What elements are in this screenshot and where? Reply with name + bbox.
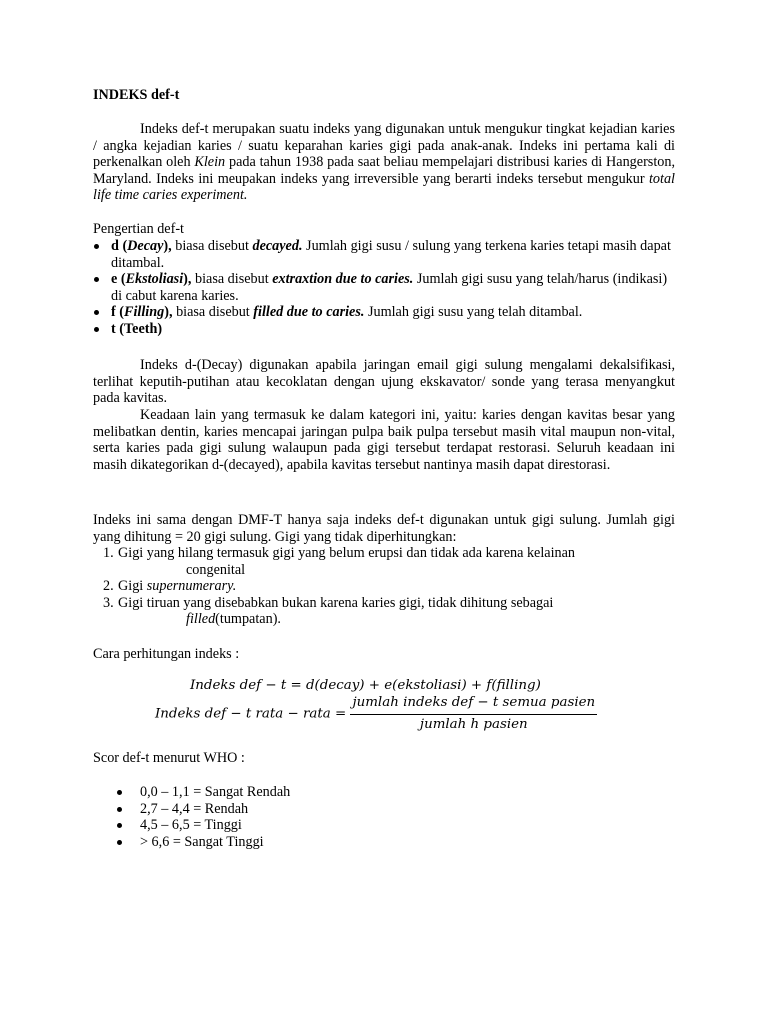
formula-average <box>155 695 597 733</box>
list-item: > 6,6 = Sangat Tinggi <box>93 834 675 851</box>
list-item: 2,7 – 4,4 = Rendah <box>93 801 675 818</box>
list-item: e (Ekstoliasi), biasa disebut extraxtion due to caries. Jumlah gigi susu yang telah/harus (indikasi) di cabut karena karies. <box>93 271 675 304</box>
bullet-icon <box>117 807 122 812</box>
calculation-heading: Cara perhitungan indeks : <box>93 646 240 662</box>
bullet-icon <box>94 244 99 249</box>
formula-def-t: Indeks def − t = d(decay) + e(ekstoliasi) + f(filling) <box>190 678 541 693</box>
who-heading: Scor def-t menurut WHO : <box>93 750 245 766</box>
list-item: 3. Gigi tiruan yang disebabkan bukan karena karies gigi, tidak dihitung sebagai filled(tumpatan). <box>103 594 554 628</box>
dmf-paragraph: Indeks ini sama dengan DMF-T hanya saja indeks def-t digunakan untuk gigi sulung. Jumlah gigi yang dihitung = 20 gigi sulung. Gigi yang tidak diperhitungkan: <box>93 512 675 545</box>
bullet-icon <box>117 790 122 795</box>
list-item: d (Decay), biasa disebut decayed. Jumlah gigi susu / sulung yang terkena karies tetapi masih dapat ditambal. <box>93 238 675 271</box>
bullet-icon <box>94 277 99 282</box>
intro-paragraph: Indeks def-t merupakan suatu indeks yang digunakan untuk mengukur tingkat kejadian karies / angka kejadian karies / suatu keparahan karies gigi pada anak-anak. Indeks ini pertama kali di perkenalkan oleh Klein pada tahun 1938 pada saat beliau mempelajari distribusi karies di Hangerston, Maryland. Indeks ini meupakan indeks yang irreversible yang berarti indeks tersebut mengukur total life time caries experiment. <box>93 121 675 204</box>
formula-denominator: jumlah h pasien <box>419 716 528 732</box>
bullet-icon <box>117 840 122 845</box>
bullet-icon <box>94 310 99 315</box>
list-item: 4,5 – 6,5 = Tinggi <box>93 817 675 834</box>
definitions-list <box>93 238 675 338</box>
formula-lhs: Indeks def − t rata − rata = <box>155 706 347 722</box>
list-item: 0,0 – 1,1 = Sangat Rendah <box>93 784 675 801</box>
list-item: t (Teeth) <box>93 321 675 338</box>
list-item: 1. Gigi yang hilang termasuk gigi yang belum erupsi dan tidak ada karena kelainan congenital <box>103 545 576 578</box>
formula-numerator: jumlah indeks def − t semua pasien <box>350 695 597 715</box>
pengertian-heading: Pengertian def-t <box>93 221 184 237</box>
decay-paragraph: Indeks d-(Decay) digunakan apabila jaringan email gigi sulung mengalami dekalsifikasi, terlihat keputih-putihan atau kecoklatan dengan ujung ekskavator/ sonde yang terasa menyangkut pada kavitas. <box>93 357 675 407</box>
formula-fraction <box>350 695 597 733</box>
who-score-list <box>93 784 675 850</box>
bullet-icon <box>117 823 122 828</box>
list-item: 2. Gigi supernumerary. <box>103 578 237 595</box>
bullet-icon <box>94 327 99 332</box>
page-title: INDEKS def-t <box>93 87 180 103</box>
list-item: f (Filling), biasa disebut filled due to caries. Jumlah gigi susu yang telah ditambal. <box>93 304 675 321</box>
exclusion-list <box>93 545 675 628</box>
other-conditions-paragraph: Keadaan lain yang termasuk ke dalam kategori ini, yaitu: karies dengan kavitas besar yang melibatkan dentin, karies mencapai jaringan pulpa baik pulpa tersebut masih vital maupun non-vital, serta karies pada gigi sulung walaupun pada gigi tersebut terdapat restorasi. Seluruh keadaan ini masih dikategorikan d-(decayed), apabila kavitas tersebut nantinya masih dapat direstorasi. <box>93 407 675 473</box>
